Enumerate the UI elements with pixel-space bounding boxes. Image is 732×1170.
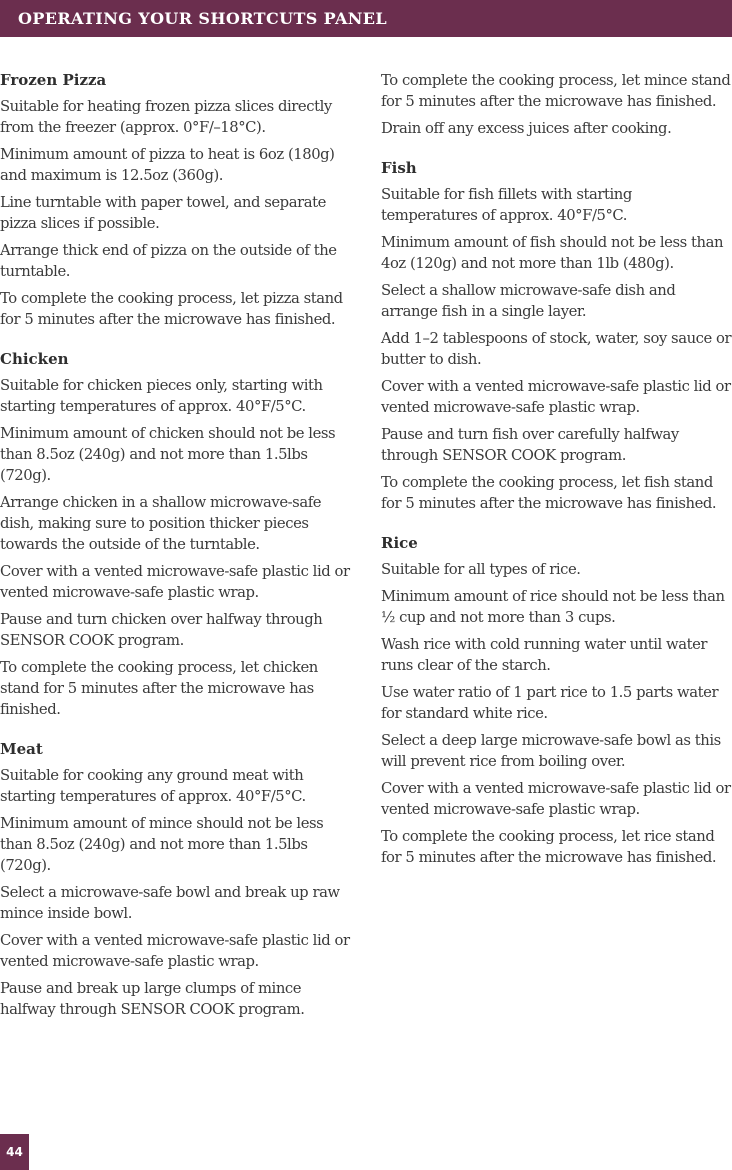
instruction-section [0, 70, 356, 330]
instruction-paragraph: To complete the cooking process, let pizza stand for 5 minutes after the microwave has finished. [0, 290, 343, 328]
instruction-paragraph: Use water ratio of 1 part rice to 1.5 parts water for standard white rice. [381, 684, 719, 722]
instruction-paragraph: Drain off any excess juices after cooking. [381, 120, 672, 137]
instruction-paragraph: Suitable for chicken pieces only, starting with starting temperatures of approx. 40°F/5°C. [0, 377, 323, 415]
instruction-paragraph: Suitable for fish fillets with starting temperatures of approx. 40°F/5°C. [381, 186, 632, 224]
instruction-paragraph: Cover with a vented microwave-safe plastic lid or vented microwave-safe plastic wrap. [0, 932, 350, 970]
instruction-paragraph: Pause and turn chicken over halfway through SENSOR COOK program. [0, 611, 323, 649]
right-column [381, 70, 732, 887]
instruction-paragraph: To complete the cooking process, let fish stand for 5 minutes after the microwave has finished. [381, 474, 717, 512]
instruction-paragraph: Minimum amount of rice should not be less than ½ cup and not more than 3 cups. [381, 588, 725, 626]
page-number [0, 1134, 29, 1170]
instruction-paragraph: Minimum amount of mince should not be less than 8.5oz (240g) and not more than 1.5lbs (720g). [0, 815, 324, 874]
instruction-paragraph: To complete the cooking process, let rice stand for 5 minutes after the microwave has finished. [381, 828, 717, 866]
left-column [0, 70, 356, 1039]
instruction-paragraph: Arrange chicken in a shallow microwave-safe dish, making sure to position thicker pieces towards the outside of the turntable. [0, 494, 322, 553]
instruction-paragraph: Minimum amount of chicken should not be less than 8.5oz (240g) and not more than 1.5lbs (720g). [0, 425, 336, 484]
instruction-paragraph: Cover with a vented microwave-safe plastic lid or vented microwave-safe plastic wrap. [0, 563, 350, 601]
instruction-paragraph: Minimum amount of pizza to heat is 6oz (180g) and maximum is 12.5oz (360g). [0, 146, 335, 184]
instruction-section [381, 70, 732, 139]
instruction-paragraph: Select a shallow microwave-safe dish and arrange fish in a single layer. [381, 282, 676, 320]
instruction-paragraph: Arrange thick end of pizza on the outside of the turntable. [0, 242, 337, 280]
section-heading: Chicken [0, 350, 69, 368]
instruction-paragraph: Minimum amount of fish should not be less than 4oz (120g) and not more than 1lb (480g). [381, 234, 724, 272]
instruction-paragraph: Pause and turn fish over carefully halfway through SENSOR COOK program. [381, 426, 679, 464]
instruction-paragraph: Cover with a vented microwave-safe plastic lid or vented microwave-safe plastic wrap. [381, 780, 731, 818]
instruction-section [0, 349, 356, 720]
instruction-paragraph: To complete the cooking process, let chicken stand for 5 minutes after the microwave has finished. [0, 659, 318, 718]
page-number-label: 44 [6, 1145, 23, 1159]
instruction-section [0, 739, 356, 1020]
instruction-section [381, 533, 732, 868]
section-heading: Fish [381, 159, 417, 177]
instruction-paragraph: Select a deep large microwave-safe bowl as this will prevent rice from boiling over. [381, 732, 721, 770]
instruction-paragraph: Pause and break up large clumps of mince halfway through SENSOR COOK program. [0, 980, 305, 1018]
page-header-title: OPERATING YOUR SHORTCUTS PANEL [18, 9, 388, 28]
instruction-paragraph: Suitable for heating frozen pizza slices directly from the freezer (approx. 0°F/–18°C). [0, 98, 332, 136]
instruction-paragraph: Wash rice with cold running water until water runs clear of the starch. [381, 636, 708, 674]
instruction-paragraph: Suitable for all types of rice. [381, 561, 581, 578]
section-heading: Rice [381, 534, 418, 552]
instruction-paragraph: To complete the cooking process, let mince stand for 5 minutes after the microwave has finished. [381, 72, 731, 110]
instruction-section [381, 158, 732, 514]
instruction-paragraph: Line turntable with paper towel, and separate pizza slices if possible. [0, 194, 326, 232]
instruction-paragraph: Select a microwave-safe bowl and break up raw mince inside bowl. [0, 884, 340, 922]
instruction-paragraph: Suitable for cooking any ground meat with starting temperatures of approx. 40°F/5°C. [0, 767, 306, 805]
instruction-paragraph: Cover with a vented microwave-safe plastic lid or vented microwave-safe plastic wrap. [381, 378, 731, 416]
section-heading: Meat [0, 740, 43, 758]
section-heading: Frozen Pizza [0, 71, 107, 89]
instruction-paragraph: Add 1–2 tablespoons of stock, water, soy sauce or butter to dish. [381, 330, 732, 368]
page-header [0, 0, 732, 37]
